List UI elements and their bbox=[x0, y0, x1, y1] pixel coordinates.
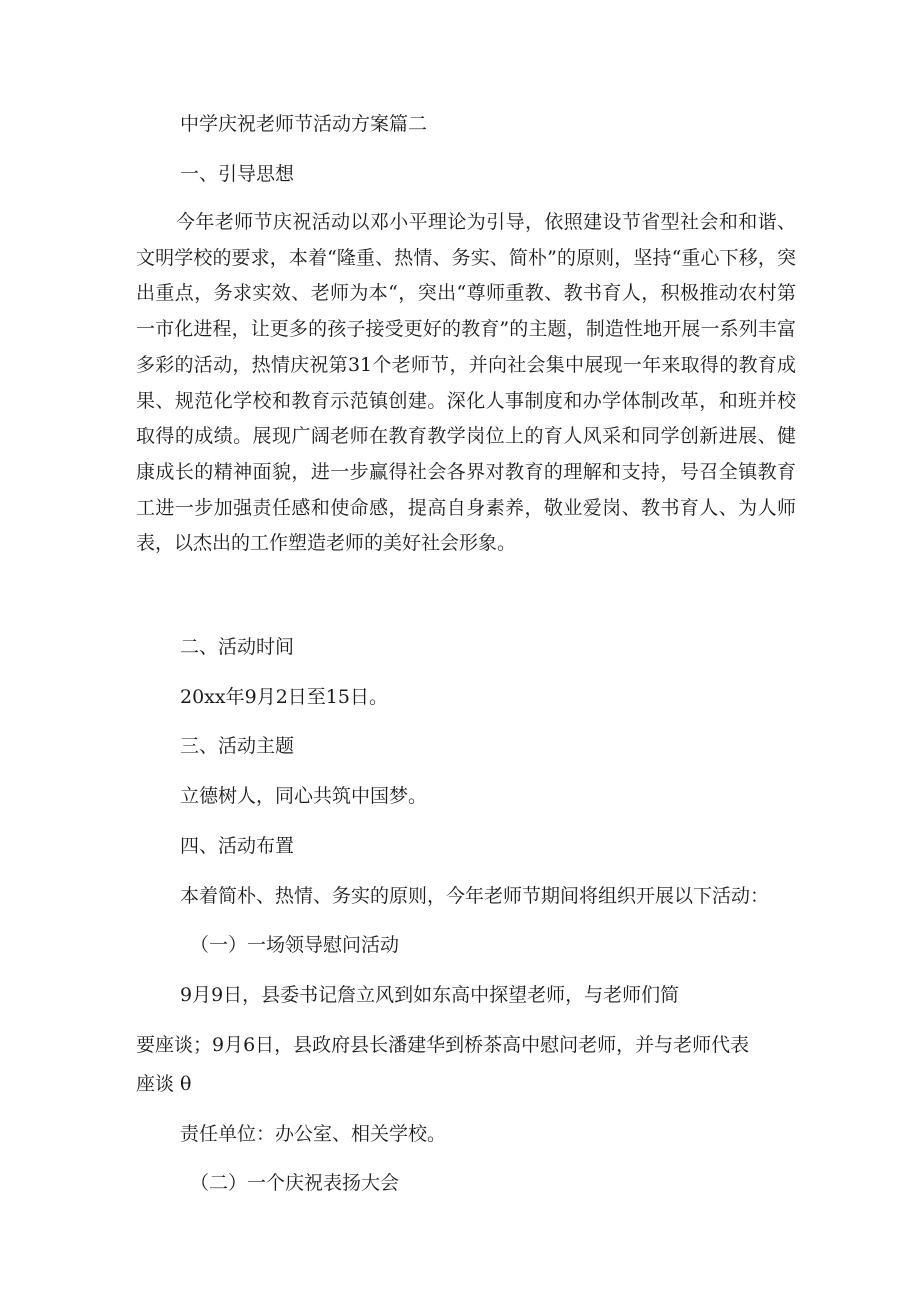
paragraph-responsible-unit: 责任单位：办公室、相关学校。 bbox=[180, 1123, 447, 1145]
section-heading-guiding-thought: 一、引导思想 bbox=[180, 163, 295, 185]
paragraph-leader-visit-line-2: 要座谈；9月6日，县政府县长潘建华到桥茶高中慰问老师，并与老师代表 bbox=[136, 1034, 750, 1056]
paragraph-guiding-thought: 今年老师节庆祝活动以邓小平理论为引导，依照建设节省型社会和和谐、文明学校的要求，本着“隆重、热情、务实、简朴”的原则，坚持“重心下移，突出重点，务求实效、老师为本“，突出“尊师重教、教书育人，积极推动农村第一市化进程，让更多的孩子接受更好的教育”的主题，制造性地开展一系列丰富多彩的活动，热情庆祝第31个老师节，并向社会集中展现一年来取得的教育成果、规范化学校和教育示范镇创建。深化人事制度和办学体制改革，和班并校取得的成绩。展现广阔老师在教育教学岗位上的育人风采和同学创新进展、健康成长的精神面貌，进一步赢得社会各界对教育的理解和支持，号召全镇教育工进一步加强责任感和使命感，提高自身素养，敬业爱岗、教书育人、为人师表，以杰出的工作塑造老师的美好社会形象。 bbox=[136, 211, 796, 555]
section-heading-activity-time: 二、活动时间 bbox=[180, 636, 295, 658]
subheading-leader-visit: （一）一场领导慰问活动 bbox=[190, 934, 400, 956]
section-heading-activity-arrangement: 四、活动布置 bbox=[180, 835, 295, 857]
paragraph-activity-theme: 立德树人，同心共筑中国梦。 bbox=[180, 785, 428, 807]
document-title: 中学庆祝老师节活动方案篇二 bbox=[180, 113, 428, 135]
paragraph-leader-visit-line-3: 座谈 θ bbox=[136, 1073, 192, 1095]
paragraph-arrangement-intro: 本着简朴、热情、务实的原则，今年老师节期间将组织开展以下活动： bbox=[180, 885, 770, 907]
section-heading-activity-theme: 三、活动主题 bbox=[180, 735, 295, 757]
subheading-celebration-meeting: （二）一个庆祝表扬大会 bbox=[190, 1172, 400, 1194]
paragraph-activity-time: 20xx年9月2日至15日。 bbox=[180, 686, 388, 708]
paragraph-leader-visit-line-1: 9月9日，县委书记詹立风到如东高中探望老师，与老师们简 bbox=[180, 984, 680, 1006]
